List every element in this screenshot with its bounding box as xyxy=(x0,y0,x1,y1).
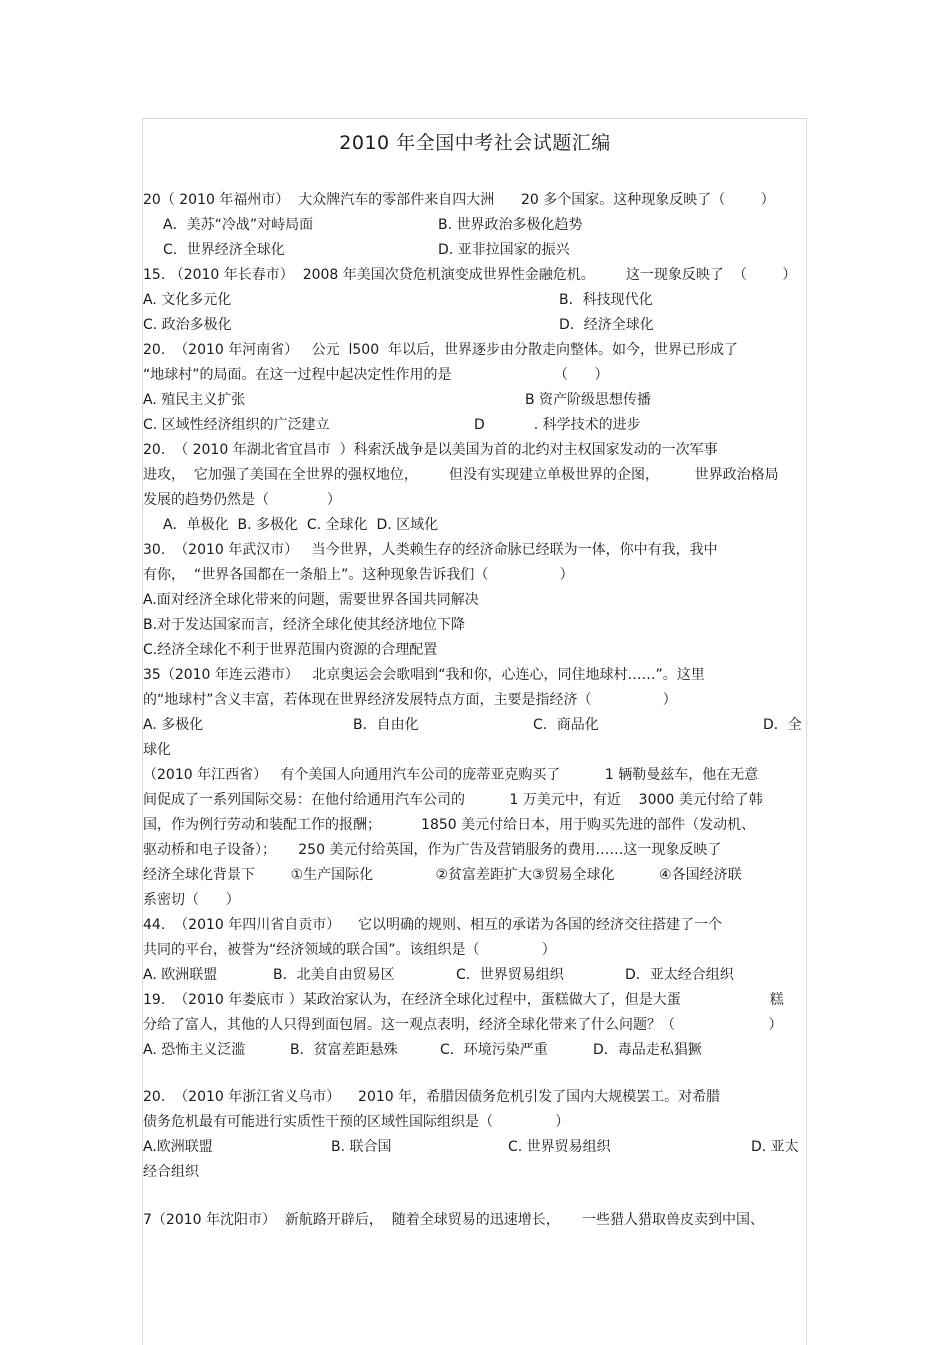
option: B. 联合国 xyxy=(331,1139,392,1155)
option: B 资产阶级思想传播 xyxy=(525,392,652,408)
option: C．环境污染严重 xyxy=(440,1042,548,1058)
question-text: 发展的趋势仍然是（ ） xyxy=(143,492,341,508)
option-row xyxy=(143,713,807,738)
option: C. 区域性经济组织的广泛建立 xyxy=(143,417,330,433)
question-text: （2010 年江西省） 有个美国人向通用汽车公司的庞蒂亚克购买了 1 辆勒曼兹车，他在无意 xyxy=(143,767,759,783)
option: B．贫富差距悬殊 xyxy=(290,1042,398,1058)
option-row xyxy=(163,238,807,263)
question-text: 20. （ 2010 年湖北省宜昌市 ）科索沃战争是以美国为首的北约对主权国家发动的一次军事 xyxy=(143,442,718,458)
option-row xyxy=(143,963,807,988)
question-text: 驱动桥和电子设备）； 250 美元付给英国，作为广告及营销服务的费用……这一现象反映了 xyxy=(143,842,722,858)
option: C．商品化 xyxy=(533,717,599,733)
question-text: 30. （2010 年武汉市） 当今世界，人类赖生存的经济命脉已经联为一体，你中有我，我中 xyxy=(143,542,718,558)
option: A.欧洲联盟 xyxy=(143,1139,213,1155)
option: A. 殖民主义扩张 xyxy=(143,392,246,408)
option-row: B.对于发达国家而言，经济全球化使其经济地位下降 xyxy=(143,617,466,633)
page-frame-top xyxy=(142,118,806,119)
question-text: 20. （2010 年浙江省义乌市） 2010 年，希腊因债务危机引发了国内大规模罢工。对希腊 xyxy=(143,1089,721,1105)
question-text: 债务危机最有可能进行实质性干预的区域性国际组织是（ ） xyxy=(143,1114,570,1130)
option-row xyxy=(143,388,807,413)
question-text: 15. （2010 年长春市） 2008 年美国次贷危机演变成世界性金融危机。 这一现象反映了 （ ） xyxy=(143,267,797,283)
option: B．科技现代化 xyxy=(559,292,653,308)
question-text: 35（2010 年连云港市） 北京奥运会会歌唱到“我和你，心连心，同住地球村……”。这里 xyxy=(143,667,705,683)
question-text: 间促成了一系列国际交易：在他付给通用汽车公司的 1 万美元中，有近 3000 美元付给了韩 xyxy=(143,792,763,808)
question-text: 系密切（ ） xyxy=(143,892,240,908)
question-text: 20. （2010 年河南省） 公元 l500 年以后，世界逐步由分散走向整体。如今，世界已形成了 xyxy=(143,342,739,358)
option-row xyxy=(143,1038,807,1063)
option-row xyxy=(163,213,807,238)
option: D．亚太经合组织 xyxy=(625,967,734,983)
option: A. 欧洲联盟 xyxy=(143,967,218,983)
option-row xyxy=(143,1135,807,1160)
question-text: 共同的平台，被誉为“经济领域的联合国”。该组织是（ ） xyxy=(143,942,556,958)
option-continuation: 球化 xyxy=(143,742,171,758)
question-text: 19. （2010 年娄底市 ）某政治家认为，在经济全球化过程中，蛋糕做大了，但是大蛋 糕 xyxy=(143,992,784,1008)
option: B. 世界政治多极化趋势 xyxy=(438,217,583,233)
option-row: C.经济全球化不利于世界范围内资源的合理配置 xyxy=(143,642,438,658)
option: D．全 xyxy=(763,717,802,733)
question-text: 进攻， 它加强了美国在全世界的强权地位， 但没有实现建立单极世界的企图， 世界政治格局 xyxy=(143,467,779,483)
question-text: 国，作为例行劳动和装配工作的报酬； 1850 美元付给日本，用于购买先进的部件（发动机、 xyxy=(143,817,756,833)
option: D . 科学技术的进步 xyxy=(474,417,641,433)
option-row xyxy=(143,288,807,313)
question-text: 44. （2010 年四川省自贡市） 它以明确的规则、相互的承诺为各国的经济交往搭建了一个 xyxy=(143,917,723,933)
option: C. 政治多极化 xyxy=(143,317,232,333)
question-text: 7（2010 年沈阳市） 新航路开辟后， 随着全球贸易的迅速增长， 一些猎人猎取兽皮卖到中国、 xyxy=(143,1212,765,1228)
option-row xyxy=(143,313,807,338)
question-text: 经济全球化背景下 ①生产国际化 ②贫富差距扩大③贸易全球化 ④各国经济联 xyxy=(143,867,742,883)
question-text: 有你， “世界各国都在一条船上”。这种现象告诉我们（ ） xyxy=(143,567,574,583)
option: C. 世界贸易组织 xyxy=(508,1139,611,1155)
document-title: 2010 年全国中考社会试题汇编 xyxy=(339,132,611,154)
option-row xyxy=(143,413,807,438)
question-text: 20（ 2010 年福州市） 大众牌汽车的零部件来自四大洲 20 多个国家。这种现象反映了（ ） xyxy=(143,192,775,208)
option: A. 多极化 xyxy=(143,717,204,733)
option: C．世界经济全球化 xyxy=(163,242,285,258)
option: C．世界贸易组织 xyxy=(456,967,564,983)
option: D. 亚非拉国家的振兴 xyxy=(438,242,570,258)
option: D. 亚太 xyxy=(751,1139,799,1155)
option-row: A.面对经济全球化带来的问题，需要世界各国共同解决 xyxy=(143,592,479,608)
option: B．北美自由贸易区 xyxy=(273,967,395,983)
option: A．美苏“冷战”对峙局面 xyxy=(163,217,314,233)
question-text: “地球村”的局面。在这一过程中起决定性作用的是 （ ） xyxy=(143,367,609,383)
option: B．自由化 xyxy=(353,717,419,733)
option-row: A．单极化 B. 多极化 C. 全球化 D. 区域化 xyxy=(163,517,439,533)
option: D．经济全球化 xyxy=(559,317,654,333)
question-text: 分给了富人，其他的人只得到面包屑。这一观点表明，经济全球化带来了什么问题？（ ） xyxy=(143,1017,783,1033)
option: D．毒品走私猖獗 xyxy=(593,1042,702,1058)
option: A. 文化多元化 xyxy=(143,292,232,308)
option: A. 恐怖主义泛滥 xyxy=(143,1042,246,1058)
option-continuation: 经合组织 xyxy=(143,1164,199,1180)
question-text: 的“地球村”含义丰富，若体现在世界经济发展特点方面，主要是指经济（ ） xyxy=(143,692,677,708)
